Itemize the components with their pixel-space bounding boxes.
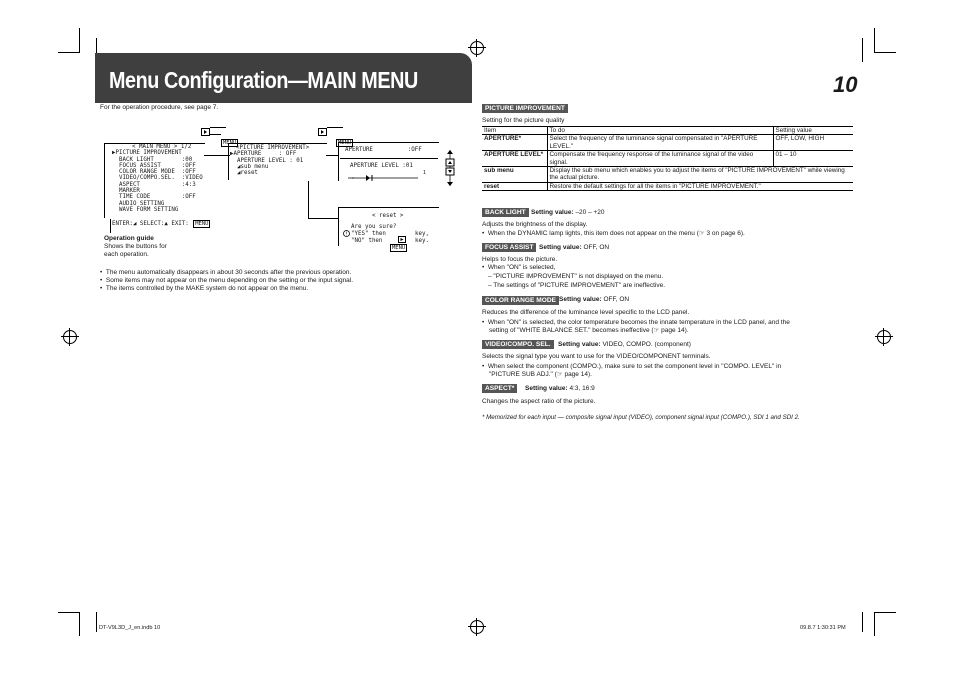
aspect-setting	[525, 385, 595, 392]
focus-assist-sub: – The settings of "PICTURE IMPROVEMENT" are ineffective.	[488, 282, 666, 289]
table-header-row	[482, 127, 853, 135]
footnote: * Memorized for each input — composite signal input (VIDEO), component signal input (COMPO.), SDI 1 and SDI 2.	[482, 414, 800, 421]
operation-guide-text: each operation.	[104, 251, 149, 258]
info-icon	[343, 224, 350, 242]
menu-key-tag: MENU	[223, 140, 237, 146]
crop-mark	[874, 52, 896, 53]
table-cell: Select the frequency of the luminance signal compensated in "APERTURE LEVEL."	[547, 135, 773, 151]
page-title: Menu Configuration—MAIN MENU	[109, 67, 418, 93]
section-label-video-compo: VIDEO/COMPO. SEL.	[482, 340, 554, 349]
bullet-text: When "ON" is selected, the color temperature becomes the innate temperature in the LCD panel, and the	[487, 319, 790, 326]
enter-key-icon	[201, 123, 210, 141]
registration-mark-icon	[470, 41, 484, 55]
menu-line: ASPECT :4:3	[112, 181, 196, 188]
svg-text:!: !	[345, 231, 348, 237]
menu-line: COLOR RANGE MODE :OFF	[112, 169, 196, 176]
setting-label: Setting value:	[559, 296, 602, 303]
crop-mark	[862, 38, 863, 62]
note-text: The items controlled by the MAKE system do not appear on the menu.	[105, 285, 309, 292]
menu-line: ▶APERTURE : OFF	[230, 151, 297, 158]
video-compo-text: Selects the signal type you want to use for the VIDEO/COMPONENT terminals.	[482, 353, 711, 360]
table-cell: Display the sub menu which enables you to adjust the items of "PICTURE IMPROVEMENT" while viewing the actual picture.	[547, 167, 853, 183]
table-cell: Restore the default settings for all the items in "PICTURE IMPROVEMENT."	[547, 182, 853, 190]
setting-label: Setting value:	[525, 385, 568, 392]
note-item: • Some items may not appear on the menu depending on the setting or the input signal.	[100, 277, 354, 284]
operation-guide-bar	[112, 212, 210, 230]
color-range-bullet-cont: setting of "WHITE BALANCE SET." becomes ineffective (☞ page 14).	[489, 327, 689, 334]
table-cell: 01 – 10	[773, 151, 853, 167]
table-header: Setting value	[773, 127, 853, 135]
setting-value: VIDEO, COMPO. (component)	[602, 341, 691, 348]
note-text: Some items may not appear on the menu depending on the setting or the input signal.	[105, 277, 354, 284]
notes-list	[100, 269, 353, 293]
table-cell: APERTURE LEVEL*	[482, 151, 547, 167]
table-cell: sub menu	[482, 167, 547, 183]
menu-line: BACK LIGHT :00	[112, 156, 193, 163]
guide-text: ENTER:◢ SELECT:▲ EXIT:	[112, 221, 189, 227]
color-range-text: Reduces the difference of the luminance level specific to the LCD panel.	[482, 309, 690, 316]
crop-mark	[96, 612, 97, 632]
section-label-aspect: ASPECT*	[482, 384, 517, 393]
connector-line	[204, 155, 230, 156]
reset-yes: "YES" then	[351, 231, 386, 237]
crop-mark	[874, 612, 875, 636]
enter-key-icon	[318, 123, 327, 141]
back-light-setting	[531, 209, 605, 216]
connector-line	[308, 218, 338, 219]
menu-line: FOCUS ASSIST :OFF	[112, 162, 196, 169]
back-light-bullet: • When the DYNAMIC lamp lights, this item does not appear on the menu (☞ 3 on page 6).	[482, 230, 745, 237]
operation-guide-text: Shows the buttons for	[104, 243, 167, 250]
section-label-picture-improvement: PICTURE IMPROVEMENT	[482, 104, 568, 113]
pi-subtitle: Setting for the picture quality	[482, 117, 565, 124]
section-label-focus-assist: FOCUS ASSIST	[482, 243, 536, 252]
table-cell: reset	[482, 182, 547, 190]
operation-guide-title: Operation guide	[104, 235, 154, 242]
focus-assist-bullet: • When "ON" is selected,	[482, 264, 556, 271]
menu-line: VIDEO/COMPO.SEL. :VIDEO	[112, 175, 203, 182]
menu-key-tag: MENU	[195, 221, 209, 227]
table-cell: APERTURE*	[482, 135, 547, 151]
menu-line: < MAIN MENU > 1/2	[132, 144, 192, 150]
registration-mark-icon	[470, 620, 484, 634]
crop-mark	[79, 612, 80, 636]
crop-mark	[79, 28, 80, 52]
menu-key-tag: MENU	[392, 245, 406, 251]
setting-value: OFF, ON	[583, 244, 610, 251]
picture-improvement-table	[482, 126, 853, 191]
menu-line: AUDIO SETTING	[112, 200, 165, 207]
focus-assist-setting	[539, 244, 609, 251]
note-text: The menu automatically disappears in about 30 seconds after the previous operation.	[105, 269, 352, 276]
up-down-key-icon	[445, 150, 455, 191]
section-label-back-light: BACK LIGHT	[482, 208, 529, 217]
guide-pointer-line	[110, 219, 111, 233]
table-header: Item	[482, 127, 547, 135]
setting-label: Setting value:	[558, 341, 601, 348]
pi-menu-frame	[228, 143, 327, 180]
intro-text: For the operation procedure, see page 7.	[100, 104, 219, 111]
bullet-text: When the DYNAMIC lamp lights, this item does not appear on the menu (☞ 3 on page 6).	[487, 230, 745, 237]
note-item: • The menu automatically disappears in about 30 seconds after the previous operation.	[100, 269, 352, 276]
menu-line: WAVE FORM SETTING	[112, 206, 179, 213]
back-light-text: Adjusts the brightness of the display.	[482, 221, 588, 228]
menu-line: ◢reset	[230, 170, 258, 177]
table-row	[482, 182, 853, 190]
bullet-text: When select the component (COMPO.), make sure to set the component level in "COMPO. LEVEL" in	[487, 363, 782, 370]
focus-assist-sub: – "PICTURE IMPROVEMENT" is not displayed on the menu.	[488, 273, 664, 280]
connector-line	[308, 181, 309, 219]
video-compo-bullet: • When select the component (COMPO.), make sure to set the component level in "COMPO. LEVEL" in	[482, 363, 782, 370]
operation-guide	[104, 235, 167, 259]
color-range-bullet: • When "ON" is selected, the color temperature becomes the innate temperature in the LCD panel, and the	[482, 319, 790, 326]
menu-line: ◢sub menu	[230, 163, 269, 170]
table-row	[482, 167, 853, 183]
color-range-setting	[559, 296, 629, 303]
registration-mark-icon	[63, 330, 77, 344]
reset-title: < reset >	[372, 213, 404, 219]
table-row	[482, 151, 853, 167]
connector-line	[327, 127, 343, 128]
setting-value: OFF, ON	[603, 296, 630, 303]
crop-mark	[58, 52, 80, 53]
reset-no-key: key.	[415, 238, 429, 244]
crop-mark	[862, 612, 863, 632]
table-row	[482, 135, 853, 151]
menu-line: MARKER	[112, 188, 140, 195]
page-number: 10	[833, 72, 858, 97]
bullet-text: When "ON" is selected,	[487, 264, 556, 271]
section-label-color-range-mode: COLOR RANGE MODE	[482, 296, 559, 305]
focus-assist-text: Helps to focus the picture.	[482, 256, 558, 263]
crop-mark	[58, 612, 80, 613]
setting-value: 4:3, 16:9	[569, 385, 595, 392]
menu-line: ▶PICTURE IMPROVEMENT	[112, 150, 182, 157]
aperture-level-line: APERTURE LEVEL :01	[350, 163, 413, 169]
footer-file: DT-V9L3D_J_en.indb 10	[99, 625, 161, 631]
connector-line	[210, 127, 226, 128]
reset-yes-key: key,	[415, 231, 429, 237]
menu-key-tag: MENU	[338, 140, 352, 146]
menu-line: <PICTURE IMPROVEMENT>	[236, 145, 310, 151]
table-cell: Compensate the frequency response of the luminance signal of the video signal.	[547, 151, 773, 167]
setting-value: –20 – +20	[575, 209, 605, 216]
connector-line	[326, 155, 338, 156]
table-header: To do	[547, 127, 773, 135]
title-banner	[95, 53, 472, 103]
slider-end-label: 1	[423, 170, 427, 176]
reset-no: "NO" then	[351, 238, 383, 244]
table-cell: OFF, LOW, HIGH	[773, 135, 853, 151]
menu-line: TIME CODE :OFF	[112, 194, 196, 201]
crop-mark	[874, 28, 875, 52]
divider	[340, 158, 438, 159]
video-compo-bullet-cont: "PICTURE SUB ADJ." (☞ page 14).	[489, 371, 592, 378]
aperture-line: APERTURE :OFF	[345, 147, 422, 153]
crop-mark	[874, 612, 896, 613]
aspect-text: Changes the aspect ratio of the picture.	[482, 398, 596, 405]
connector-line	[210, 134, 221, 135]
registration-mark-icon	[877, 330, 891, 344]
main-menu-frame	[104, 143, 205, 218]
menu-line: APERTURE LEVEL : 01	[230, 157, 304, 164]
video-compo-setting	[558, 341, 691, 348]
footer-timestamp: 09.8.7 1:30:31 PM	[800, 625, 846, 631]
reset-question: Are you sure?	[351, 224, 397, 230]
reset-menu-key-group	[390, 236, 407, 254]
aperture-slider	[346, 169, 426, 187]
setting-label: Setting value:	[531, 209, 574, 216]
setting-label: Setting value:	[539, 244, 582, 251]
note-item: • The items controlled by the MAKE system do not appear on the menu.	[100, 285, 309, 292]
